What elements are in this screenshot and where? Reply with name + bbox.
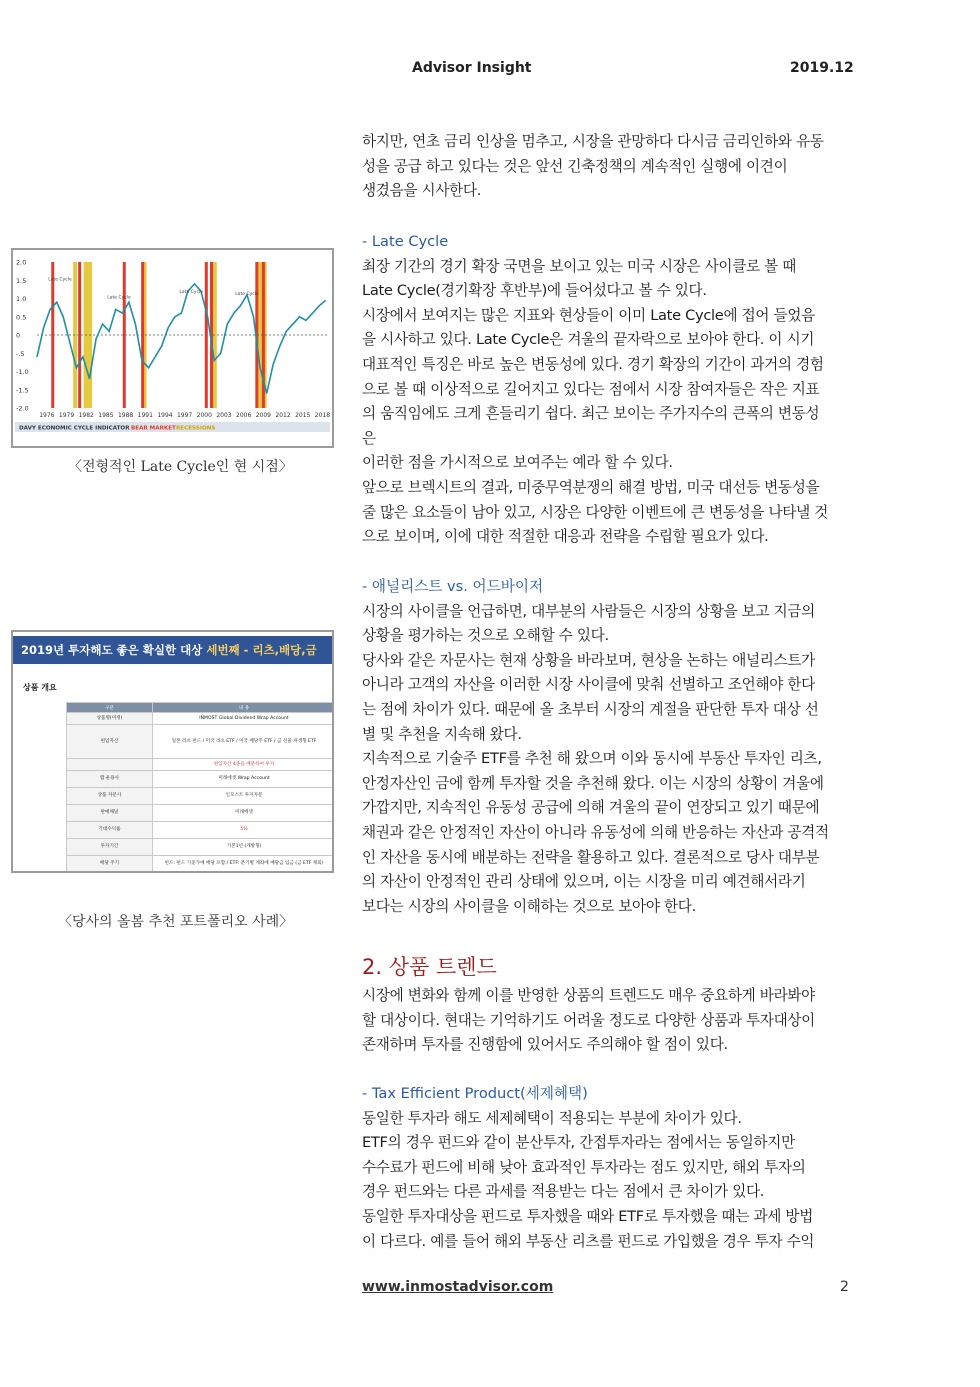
- x-tick-label: 1988: [117, 412, 134, 419]
- portfolio-figure: [11, 630, 334, 873]
- text-line: 인 자산을 동시에 배분하는 전략을 활용하고 있다. 결론적으로 당사 대부분: [362, 848, 820, 866]
- table-cell-value: 기본1년 (개방형): [153, 839, 335, 856]
- intro-paragraph: [362, 130, 850, 204]
- table-cell-key: 상품명(미정): [67, 713, 153, 725]
- table-row: [67, 805, 335, 822]
- x-tick-label: 2015: [295, 412, 311, 419]
- figure1-caption: 〈전형적인 Late Cycle인 현 시점〉: [68, 459, 293, 475]
- text-line: 생겼음을 시사한다.: [362, 182, 482, 200]
- table-header: 내 용: [153, 703, 335, 713]
- text-line: 으로 보이며, 이에 대한 적절한 대응과 전략을 수립할 필요가 있다.: [362, 528, 769, 546]
- text-line: 동일한 투자대상을 펀드로 투자했을 때와 ETF로 투자했을 때는 과세 방법: [362, 1207, 814, 1225]
- x-tick-label: 2006: [236, 412, 252, 419]
- page-number: 2: [840, 1279, 849, 1295]
- late-cycle-annotation: Late Cycle: [107, 295, 131, 301]
- text-line: 줄 많은 요소들이 남아 있고, 시장은 다양한 이벤트에 큰 변동성을 나타낼 것: [362, 503, 828, 521]
- x-tick-label: 1976: [39, 412, 55, 419]
- text-line: 대표적인 특징은 바로 높은 변동성에 있다. 경기 확장의 기간이 과거의 경험: [362, 355, 824, 373]
- x-tick-label: 1997: [176, 412, 193, 419]
- analyst-body: [362, 600, 850, 920]
- tax-body: [362, 1107, 850, 1255]
- table-cell-key: 배당 주기: [67, 856, 153, 873]
- text-line: 시장에 변화와 함께 이를 반영한 상품의 트렌드도 매우 중요하게 바라봐야: [362, 987, 815, 1004]
- x-tick-label: 1994: [157, 412, 173, 419]
- figure2-caption: 〈당사의 올봄 추천 포트폴리오 사례〉: [58, 914, 294, 930]
- table-cell-value: 5%: [153, 822, 335, 839]
- text-line: 시장에서 보여지는 많은 지표와 현상들이 이미 Late Cycle에 접어 들었음: [362, 306, 815, 324]
- legend-bear-market: BEAR MARKET: [131, 425, 176, 432]
- x-tick-label: 1991: [137, 412, 153, 419]
- y-tick-label: 1.5: [16, 276, 27, 285]
- tax-heading: - Tax Efficient Product(세제혜택): [362, 1085, 588, 1102]
- x-tick-label: 1982: [78, 412, 94, 419]
- table-cell-key: 투자기간: [67, 839, 153, 856]
- text-line: 존재하며 투자를 진행함에 있어서도 주의해야 할 점이 있다.: [362, 1036, 728, 1054]
- text-line: 으로 볼 때 이상적으로 길어지고 있다는 점에서 시장 참여자들은 작은 지표: [362, 380, 820, 398]
- y-tick-label: -.5: [16, 349, 25, 358]
- text-line: 이 다르다. 예를 들어 해외 부동산 리츠를 펀드로 가입했을 경우 투자 수익: [362, 1232, 815, 1250]
- text-line: 보다는 시장의 사이클을 이해하는 것으로 보아야 한다.: [362, 897, 696, 915]
- late-cycle-chart: [13, 250, 332, 446]
- portfolio-section-label: 상품 개요: [23, 683, 57, 692]
- text-line: 시장의 사이클을 언급하면, 대부분의 사람들은 시장의 상황을 보고 지금의: [362, 602, 815, 620]
- text-line: 당사와 같은 자문사는 현재 상황을 바라보며, 현상을 논하는 애널리스트가: [362, 651, 815, 669]
- y-tick-label: 0: [16, 331, 21, 340]
- legend-recessions: RECESSIONS: [176, 425, 216, 432]
- analyst-heading: - 애널리스트 vs. 어드바이저: [362, 578, 544, 595]
- banner-highlight: 세번째 - 리츠,배당,금: [206, 643, 317, 657]
- text-line: 수수료가 펀드에 비해 낮아 효과적인 투자라는 점도 있지만, 해외 투자의: [362, 1158, 806, 1176]
- portfolio-table: [66, 702, 334, 873]
- late-cycle-annotation: Late Cycle: [235, 291, 259, 297]
- text-line: Late Cycle(경기확장 후반부)에 들어섰다고 볼 수 있다.: [362, 282, 707, 300]
- text-line: 하지만, 연초 금리 인상을 멈추고, 시장을 관망하다 다시금 금리인하와 유동: [362, 133, 824, 150]
- table-row: [67, 771, 335, 788]
- footer-website-link[interactable]: www.inmostadvisor.com: [362, 1279, 554, 1295]
- product-trend-section: [362, 952, 850, 1058]
- table-row: [67, 839, 335, 856]
- x-tick-label: 1979: [58, 412, 75, 419]
- table-row: [67, 759, 335, 771]
- table-cell-value: 미래에셋: [153, 805, 335, 822]
- text-line: 이러한 점을 가시적으로 보여주는 예라 할 수 있다.: [362, 454, 673, 472]
- product-trend-body: [362, 984, 850, 1058]
- late-cycle-annotation: Late Cycle: [48, 277, 72, 283]
- text-line: 가깝지만, 지속적인 유동성 공급에 의해 겨울의 끝이 연장되고 있기 때문에: [362, 799, 820, 817]
- table-row: [67, 822, 335, 839]
- text-line: 아니라 고객의 자산을 이러한 시장 사이클에 맞춰 선별하고 조언해야 한다: [362, 676, 815, 694]
- table-cell-key: 상품 자문사: [67, 788, 153, 805]
- late-cycle-body: [362, 255, 850, 550]
- x-tick-label: 1985: [98, 412, 114, 419]
- text-line: 경우 펀드와는 다른 과세를 적용받는 다는 점에서 큰 차이가 있다.: [362, 1183, 765, 1201]
- y-tick-label: -1.0: [16, 368, 29, 376]
- portfolio-banner: [13, 636, 332, 664]
- tax-section: [362, 1082, 850, 1254]
- table-cell-value: 인모스트 투자자문: [153, 788, 335, 805]
- table-cell-key: [67, 759, 153, 771]
- text-line: 의 자산이 안정적인 관리 상태에 있으며, 이는 시장을 미리 예견해서라기: [362, 873, 806, 891]
- table-cell-value: 미래에셋 Wrap Account: [153, 771, 335, 788]
- legend-indicator: DAVY ECONOMIC CYCLE INDICATOR: [19, 425, 130, 432]
- y-tick-label: 2.0: [16, 258, 27, 267]
- text-line: 은: [362, 429, 376, 447]
- x-tick-label: 2018: [314, 412, 331, 419]
- late-cycle-chart-figure: [11, 248, 334, 448]
- table-cell-key: 편입자산: [67, 725, 153, 759]
- text-line: 안정자산인 금에 함께 투자할 것을 추천해 왔다. 이는 시장의 상황이 겨울에: [362, 774, 824, 792]
- table-cell-key: 랩 운용사: [67, 771, 153, 788]
- text-line: 채권과 같은 안정적인 자산이 아니라 유동성에 의해 반응하는 자산과 공격적: [362, 823, 829, 841]
- text-line: 의 움직임에도 크게 흔들리기 쉽다. 최근 보이는 주가지수의 큰폭의 변동성: [362, 405, 820, 423]
- analyst-section: [362, 575, 850, 919]
- table-cell-value: INMOST Global Dividend Wrap Account: [153, 713, 335, 725]
- section-heading: 2. 상품 트렌드: [362, 955, 497, 979]
- text-line: 지속적으로 기술주 ETF를 추천 해 왔으며 이와 동시에 부동산 투자인 리츠,: [362, 750, 822, 768]
- y-tick-label: 1.0: [16, 295, 27, 303]
- table-row: [67, 788, 335, 805]
- x-tick-label: 2000: [196, 412, 212, 419]
- text-line: 동일한 투자라 해도 세제혜택이 적용되는 부분에 차이가 있다.: [362, 1109, 742, 1127]
- table-cell-value: 편입자산 4종을 배분하여 투자: [153, 759, 335, 771]
- table-header: 구분: [67, 703, 153, 713]
- x-tick-label: 2003: [216, 412, 232, 419]
- text-line: 는 점에 차이가 있다. 때문에 올 초부터 시장의 계절을 판단한 투자 대상 선: [362, 700, 819, 718]
- late-cycle-section: [362, 230, 850, 550]
- late-cycle-annotation: Late Cycle: [179, 290, 203, 296]
- y-tick-label: 0.5: [16, 313, 27, 322]
- text-line: 성을 공급 하고 있다는 것은 앞선 긴축정책의 계속적인 실행에 이견이: [362, 157, 788, 175]
- table-cell-value: 펀드: 펀드 기준가에 배당 포함 / ETF: 분기별 계좌에 배당금 입금 (금 ETF 제외): [153, 856, 335, 873]
- x-tick-label: 2012: [275, 412, 291, 419]
- y-tick-label: -1.5: [16, 386, 29, 395]
- text-line: 앞으로 브렉시트의 결과, 미중무역분쟁의 해결 방법, 미국 대선등 변동성을: [362, 478, 820, 496]
- table-row: [67, 725, 335, 759]
- table-row: [67, 713, 335, 725]
- text-line: 할 대상이다. 현대는 기억하기도 어려울 정도로 다양한 상품과 투자대상이: [362, 1011, 815, 1029]
- y-tick-label: -2.0: [16, 404, 29, 413]
- header-title: Advisor Insight: [412, 60, 532, 76]
- header-date: 2019.12: [790, 60, 854, 76]
- late-cycle-heading: - Late Cycle: [362, 233, 449, 250]
- banner-prefix: 2019년 투자해도 좋은 확실한 대상: [21, 643, 207, 657]
- x-tick-label: 2009: [255, 412, 272, 419]
- text-line: 을 시사하고 있다. Late Cycle은 겨울의 끝자락으로 보아야 한다. 이 시기: [362, 331, 815, 349]
- table-row: [67, 856, 335, 873]
- table-cell-value: 일본 리츠 펀드 / 미국 리츠 ETF / 미국 배당주 ETF / 금 선물·파생형 ETF: [153, 725, 335, 759]
- text-line: 별 및 추천을 지속해 왔다.: [362, 725, 522, 743]
- table-cell-key: 기대수익률: [67, 822, 153, 839]
- table-cell-key: 판매채널: [67, 805, 153, 822]
- text-line: ETF의 경우 펀드와 같이 분산투자, 간접투자라는 점에서는 동일하지만: [362, 1134, 795, 1152]
- text-line: 최장 기간의 경기 확장 국면을 보이고 있는 미국 시장은 사이클로 볼 때: [362, 257, 797, 275]
- table-header-row: [67, 703, 335, 713]
- text-line: 상황을 평가하는 것으로 오해할 수 있다.: [362, 627, 609, 645]
